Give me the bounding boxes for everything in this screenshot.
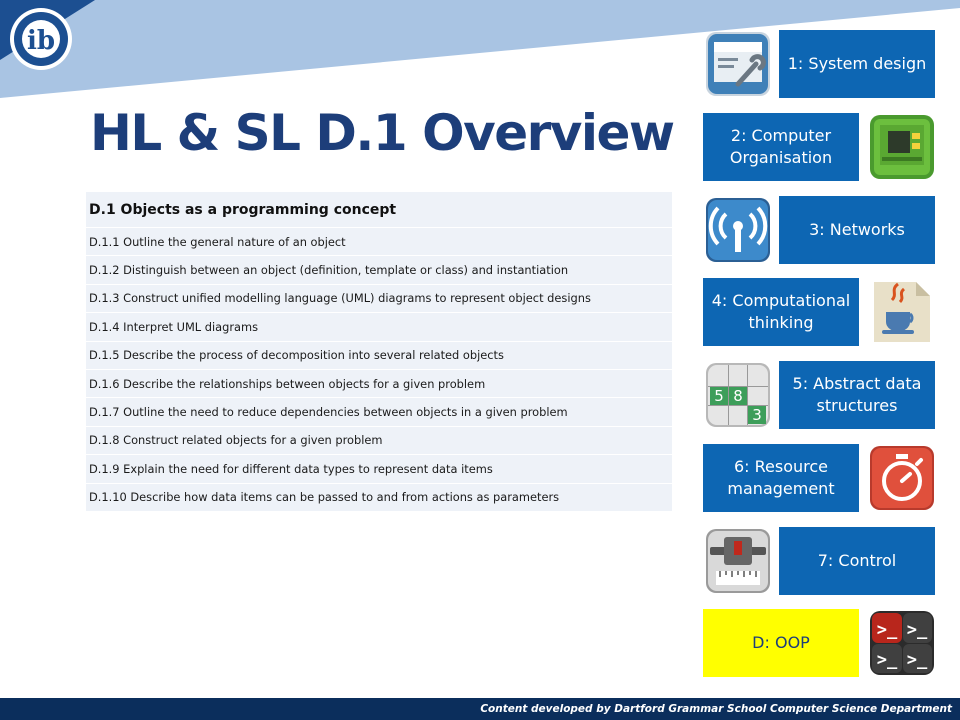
- topic-1-system-design[interactable]: 1: System design: [779, 30, 935, 98]
- topic-6-resource-management[interactable]: 6: Resource management: [703, 444, 859, 512]
- table-row: D.1.6 Describe the relationships between objects for a given problem: [86, 370, 672, 398]
- topic-2-computer-organisation[interactable]: 2: Computer Organisation: [703, 113, 859, 181]
- java-file-icon[interactable]: [868, 278, 936, 346]
- topic-3-networks[interactable]: 3: Networks: [779, 196, 935, 264]
- topic-4-computational-thinking[interactable]: 4: Computational thinking: [703, 278, 859, 346]
- grid-digit: 8: [733, 387, 743, 405]
- prompt-glyph: >_: [876, 620, 898, 640]
- topic-d-oop[interactable]: D: OOP: [703, 609, 859, 677]
- table-row: D.1.10 Describe how data items can be passed to and from actions as parameters: [86, 484, 672, 512]
- prompt-glyph: >_: [876, 650, 898, 670]
- prompt-glyph: >_: [906, 650, 928, 670]
- table-row: D.1.2 Distinguish between an object (definition, template or class) and instantiation: [86, 256, 672, 284]
- table-row: D.1.7 Outline the need to reduce dependencies between objects in a given problem: [86, 398, 672, 426]
- circuit-board-icon[interactable]: [868, 113, 936, 181]
- prompt-glyph: >_: [906, 620, 928, 640]
- terminal-prompts-icon[interactable]: [868, 609, 936, 677]
- ib-logo: [8, 6, 74, 72]
- topic-5-abstract-data-structures[interactable]: 5: Abstract data structures: [779, 361, 935, 429]
- footer-credit: Content developed by Dartford Grammar School Computer Science Department: [0, 698, 960, 720]
- grid-digit: 5: [714, 387, 724, 405]
- table-row: D.1.8 Construct related objects for a given problem: [86, 427, 672, 455]
- table-row: D.1.4 Interpret UML diagrams: [86, 313, 672, 341]
- table-row: D.1.5 Describe the process of decomposition into several related objects: [86, 342, 672, 370]
- switch-control-icon[interactable]: [704, 527, 772, 595]
- wifi-antenna-icon[interactable]: [704, 196, 772, 264]
- table-row: D.1.3 Construct unified modelling language (UML) diagrams to represent object designs: [86, 285, 672, 313]
- stopwatch-icon[interactable]: [868, 444, 936, 512]
- grid-digit: 3: [752, 406, 762, 424]
- table-row: D.1.1 Outline the general nature of an object: [86, 228, 672, 256]
- settings-window-icon[interactable]: [704, 30, 772, 98]
- page-title: HL & SL D.1 Overview: [90, 104, 674, 162]
- topic-7-control[interactable]: 7: Control: [779, 527, 935, 595]
- table-header: D.1 Objects as a programming concept: [86, 192, 672, 228]
- table-row: D.1.9 Explain the need for different data types to represent data items: [86, 455, 672, 483]
- objectives-table: [86, 192, 672, 512]
- logo-text: ib: [26, 26, 56, 56]
- grid-numbers-icon[interactable]: [704, 361, 772, 429]
